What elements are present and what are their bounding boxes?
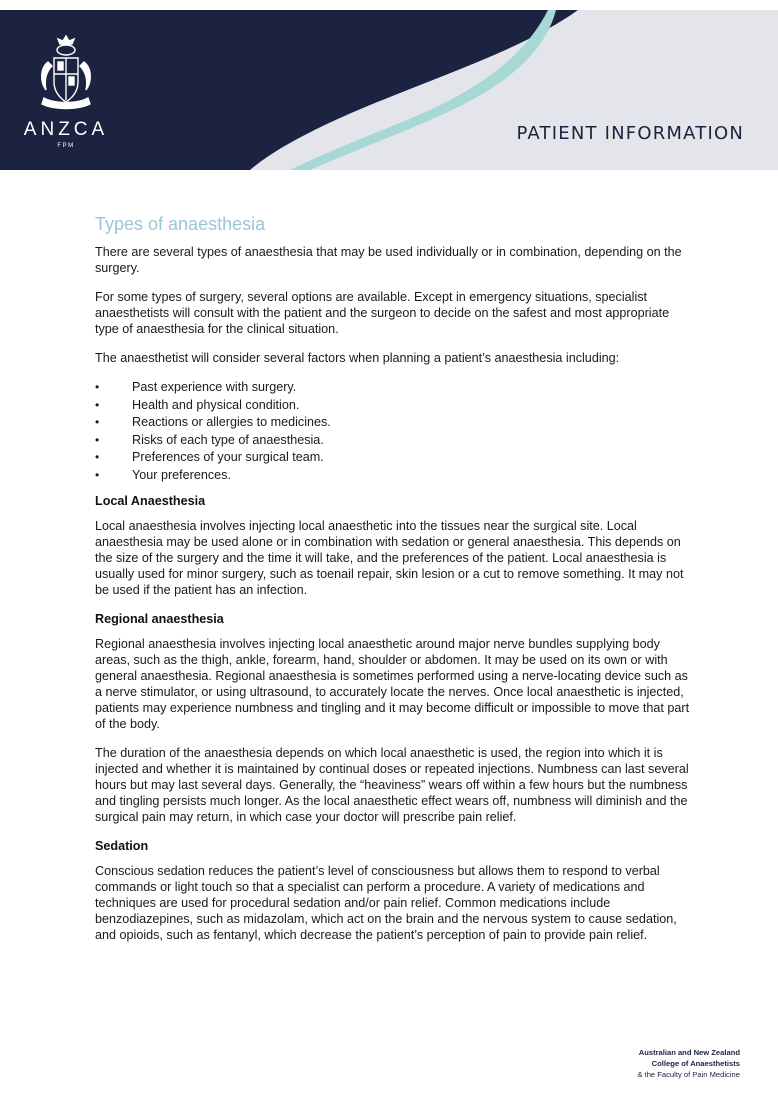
footer-org-line: College of Anaesthetists — [651, 1059, 740, 1068]
list-item: • Health and physical condition. — [95, 397, 695, 415]
section-heading-local: Local Anaesthesia — [95, 494, 206, 508]
document-title: Types of anaesthesia — [95, 214, 266, 234]
footer-org-line: Australian and New Zealand — [638, 1048, 740, 1057]
header-background — [0, 10, 778, 170]
list-item: • Preferences of your surgical team. — [95, 449, 695, 467]
logo-subtitle: FPM — [57, 143, 75, 149]
factors-list — [95, 379, 695, 484]
list-item: • Past experience with surgery. — [95, 379, 695, 397]
document-body — [95, 214, 695, 956]
page-title: PATIENT INFORMATION — [516, 123, 744, 144]
footer-faculty-line: & the Faculty of Pain Medicine — [637, 1070, 740, 1079]
section-paragraph: Conscious sedation reduces the patient’s level of consciousness but allows them to respond to verbal commands or light touch so that a specialist can perform a procedure. A variety of medications and techniques are used for procedural sedation and/or pain relief. Common medications include benzodiazepines, such as midazolam, which act on the brain and the nervous system to cause sedation, and opioids, such as fentanyl, which decrease the patient’s perception of pain to provide pain relief. — [95, 864, 677, 942]
anzca-crest-icon — [34, 32, 98, 112]
section-heading-regional: Regional anaesthesia — [95, 612, 224, 626]
page-footer — [637, 1047, 740, 1080]
intro-paragraph: For some types of surgery, several options are available. Except in emergency situations, specialist anaesthetists will consult with the patient and the surgeon to decide on the safest and most appropriate type of anaesthesia for the clinical situation. — [95, 290, 670, 336]
list-item: • Risks of each type of anaesthesia. — [95, 432, 695, 450]
section-paragraph: The duration of the anaesthesia depends on which local anaesthetic is used, the region into which it is injected and whether it is maintained by continual doses or repeated injections. Numbness can last several hours but may last several days. Generally, the “heaviness” wears off within a few hours but the numbness and tingling persists much longer. As the local anaesthetic effect wears off, numbness will diminish and the surgical pain may return, in which case your doctor will prescribe pain relief. — [95, 746, 689, 824]
section-heading-sedation: Sedation — [95, 839, 149, 853]
logo-wordmark: ANZCA — [23, 119, 109, 140]
list-item: • Reactions or allergies to medicines. — [95, 414, 695, 432]
intro-paragraph: The anaesthetist will consider several factors when planning a patient’s anaesthesia including: — [95, 351, 620, 365]
page-header — [0, 10, 778, 170]
section-paragraph: Local anaesthesia involves injecting local anaesthetic into the tissues near the surgical site. Local anaesthesia may be used alone or in combination with sedation or general anaesthesia. This depends on the size of the surgery and the time it will take, and the preferences of the patient. Local anaesthesia is usually used for minor surgery, such as toenail repair, skin lesion or a cut to remove something. It may not be used if the patient has an infection. — [95, 519, 684, 597]
section-paragraph: Regional anaesthesia involves injecting local anaesthetic around major nerve bundles supplying body areas, such as the thigh, ankle, forearm, hand, shoulder or abdomen. It may be used on its own or with general anaesthesia. Regional anaesthesia is sometimes performed using a nerve-locating device such as a nerve stimulator, or using ultrasound, to accurately locate the nerves. Once local anaesthetic is injected, patients may experience numbness and tingling and it may become difficult or impossible to move that part of the body. — [95, 637, 690, 731]
intro-paragraph: There are several types of anaesthesia that may be used individually or in combination, depending on the surgery. — [95, 245, 682, 275]
list-item: • Your preferences. — [95, 467, 695, 485]
